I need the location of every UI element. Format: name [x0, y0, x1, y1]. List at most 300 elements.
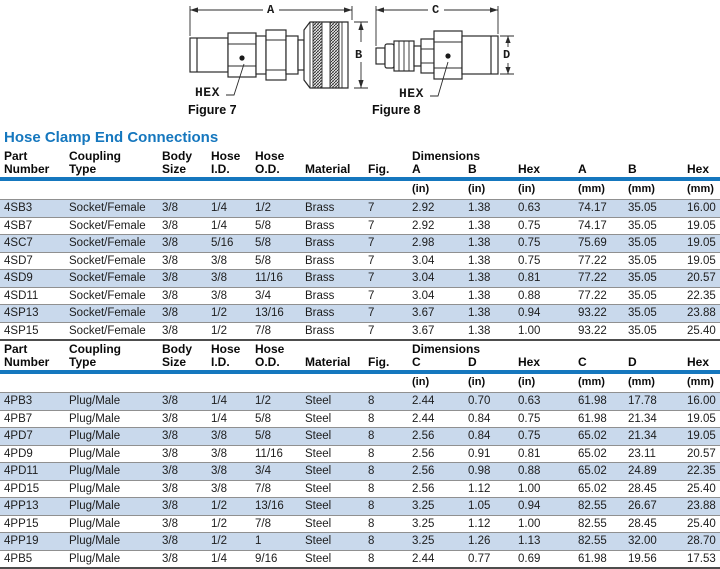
cell-dim2-mm: 17.78: [628, 393, 687, 411]
cell-dim1-in: 2.44: [412, 550, 468, 568]
socket-female-rows: [0, 200, 720, 341]
cell-fig: 7: [368, 217, 412, 235]
col-header-body-top: Body: [162, 342, 192, 356]
cell-dim1-in: 3.25: [412, 515, 468, 533]
unit-in-2: (in): [468, 183, 486, 195]
cell-body-size: 3/8: [162, 287, 211, 305]
cell-hose-od: 3/4: [255, 287, 305, 305]
table-row: [0, 270, 720, 288]
fig8-dim-c-label: C: [432, 3, 440, 17]
cell-hose-od: 11/16: [255, 445, 305, 463]
cell-hose-od: 13/16: [255, 305, 305, 323]
col-header-part-top: Part: [4, 149, 28, 163]
cell-hose-id: 3/8: [211, 270, 255, 288]
cell-hex-mm: 25.40: [687, 480, 720, 498]
col-header-dim-d-in: D: [468, 356, 518, 372]
cell-body-size: 3/8: [162, 515, 211, 533]
cell-dim1-mm: 65.02: [578, 445, 628, 463]
cell-hose-od: 1/2: [255, 393, 305, 411]
cell-body-size: 3/8: [162, 410, 211, 428]
plug-male-rows: [0, 393, 720, 569]
col-header-part-bottom: Number: [0, 163, 69, 179]
cell-hose-od: 13/16: [255, 498, 305, 516]
cell-hose-id: 3/8: [211, 463, 255, 481]
unit-mm-1: (mm): [578, 183, 605, 195]
unit-mm-3: (mm): [687, 376, 714, 388]
figure-7-drawing: [190, 3, 368, 95]
cell-hose-id: 1/4: [211, 410, 255, 428]
cell-hex-in: 0.88: [518, 463, 578, 481]
unit-in-3: (in): [518, 376, 536, 388]
cell-hose-id: 1/2: [211, 322, 255, 340]
cell-dim2-mm: 35.05: [628, 270, 687, 288]
cell-dim1-in: 3.67: [412, 305, 468, 323]
cell-dim2-mm: 35.05: [628, 200, 687, 218]
cell-dim1-in: 3.25: [412, 533, 468, 551]
cell-fig: 8: [368, 445, 412, 463]
plug-male-table: [0, 341, 720, 569]
col-header-material: Material: [305, 163, 368, 179]
cell-dim1-mm: 77.22: [578, 252, 628, 270]
cell-dim2-mm: 35.05: [628, 252, 687, 270]
col-header-hose-od-top: Hose: [255, 342, 285, 356]
cell-body-size: 3/8: [162, 428, 211, 446]
cell-hex-mm: 28.70: [687, 533, 720, 551]
cell-coupling-type: Plug/Male: [69, 463, 162, 481]
cell-dim2-in: 1.38: [468, 322, 518, 340]
table-row: [0, 393, 720, 411]
cell-material: Steel: [305, 480, 368, 498]
cell-hex-in: 0.63: [518, 200, 578, 218]
cell-hex-mm: 22.35: [687, 463, 720, 481]
cell-hex-mm: 19.05: [687, 410, 720, 428]
cell-hose-od: 1/2: [255, 200, 305, 218]
cell-hex-mm: 19.05: [687, 217, 720, 235]
col-header-dim-b-mm: B: [628, 163, 687, 179]
cell-hose-id: 1/2: [211, 515, 255, 533]
cell-fig: 8: [368, 498, 412, 516]
cell-body-size: 3/8: [162, 393, 211, 411]
col-header-coupling-top: Coupling: [69, 342, 121, 356]
unit-in-1: (in): [412, 183, 430, 195]
cell-hose-od: 3/4: [255, 463, 305, 481]
unit-in-1: (in): [412, 376, 430, 388]
cell-dim2-in: 1.38: [468, 287, 518, 305]
cell-coupling-type: Plug/Male: [69, 428, 162, 446]
cell-material: Brass: [305, 217, 368, 235]
cell-hex-in: 0.75: [518, 428, 578, 446]
cell-part-number: 4SB3: [0, 200, 69, 218]
cell-dim2-in: 1.26: [468, 533, 518, 551]
cell-dim1-in: 3.04: [412, 287, 468, 305]
cell-hose-id: 1/2: [211, 533, 255, 551]
cell-part-number: 4SB7: [0, 217, 69, 235]
cell-dim2-mm: 23.11: [628, 445, 687, 463]
cell-material: Steel: [305, 410, 368, 428]
cell-material: Brass: [305, 200, 368, 218]
cell-fig: 8: [368, 550, 412, 568]
cell-fig: 8: [368, 410, 412, 428]
cell-part-number: 4PP15: [0, 515, 69, 533]
table-row: [0, 463, 720, 481]
cell-body-size: 3/8: [162, 533, 211, 551]
page-title: Hose Clamp End Connections: [4, 129, 219, 146]
coupling-drawings: [0, 0, 720, 128]
col-header-dim-d-mm: D: [628, 356, 687, 372]
table-row: [0, 445, 720, 463]
table-row: [0, 287, 720, 305]
cell-dim1-mm: 93.22: [578, 322, 628, 340]
cell-hose-id: 1/2: [211, 498, 255, 516]
cell-material: Brass: [305, 305, 368, 323]
cell-part-number: 4SD9: [0, 270, 69, 288]
col-header-hex-in: Hex: [518, 163, 578, 179]
col-header-hose-od-top: Hose: [255, 149, 285, 163]
cell-fig: 7: [368, 200, 412, 218]
col-header-coupling-bottom: Type: [69, 163, 162, 179]
cell-dim2-mm: 24.89: [628, 463, 687, 481]
cell-hex-in: 0.81: [518, 445, 578, 463]
cell-body-size: 3/8: [162, 235, 211, 253]
cell-part-number: 4SP13: [0, 305, 69, 323]
cell-hex-mm: 25.40: [687, 322, 720, 340]
col-header-hose-id-top: Hose: [211, 342, 241, 356]
cell-dim1-mm: 77.22: [578, 287, 628, 305]
cell-part-number: 4SD11: [0, 287, 69, 305]
cell-hex-mm: 23.88: [687, 498, 720, 516]
table-row: [0, 533, 720, 551]
cell-fig: 7: [368, 252, 412, 270]
cell-body-size: 3/8: [162, 498, 211, 516]
cell-hex-mm: 17.53: [687, 550, 720, 568]
fig7-dim-a-label: A: [267, 3, 275, 17]
cell-dim2-in: 0.84: [468, 410, 518, 428]
cell-coupling-type: Plug/Male: [69, 480, 162, 498]
cell-dim2-mm: 21.34: [628, 428, 687, 446]
cell-dim1-mm: 61.98: [578, 550, 628, 568]
cell-coupling-type: Plug/Male: [69, 410, 162, 428]
cell-fig: 7: [368, 287, 412, 305]
cell-hose-id: 1/4: [211, 550, 255, 568]
cell-coupling-type: Socket/Female: [69, 200, 162, 218]
cell-dim2-mm: 19.56: [628, 550, 687, 568]
cell-dim2-in: 1.38: [468, 200, 518, 218]
col-header-body-bottom: Size: [162, 356, 211, 372]
cell-hex-mm: 19.05: [687, 428, 720, 446]
cell-coupling-type: Socket/Female: [69, 305, 162, 323]
table-row: [0, 550, 720, 568]
fig8-dim-d-label: D: [503, 48, 511, 62]
fig8-hex-label: HEX: [399, 86, 424, 101]
cell-hose-od: 7/8: [255, 322, 305, 340]
cell-coupling-type: Plug/Male: [69, 515, 162, 533]
cell-dim1-mm: 82.55: [578, 498, 628, 516]
col-header-dim-c-in: C: [412, 356, 468, 372]
cell-hose-id: 3/8: [211, 428, 255, 446]
cell-hex-in: 1.00: [518, 480, 578, 498]
table-row: [0, 217, 720, 235]
cell-hose-od: 7/8: [255, 480, 305, 498]
cell-dim1-in: 3.04: [412, 252, 468, 270]
col-header-hose-id-bottom: I.D.: [211, 163, 255, 179]
cell-dim2-mm: 26.67: [628, 498, 687, 516]
col-header-dim-b-in: B: [468, 163, 518, 179]
cell-hose-od: 5/8: [255, 252, 305, 270]
cell-hose-id: 1/4: [211, 200, 255, 218]
cell-dim2-in: 1.38: [468, 305, 518, 323]
cell-dim1-in: 3.25: [412, 498, 468, 516]
cell-dim2-in: 1.38: [468, 252, 518, 270]
cell-body-size: 3/8: [162, 445, 211, 463]
cell-material: Steel: [305, 428, 368, 446]
cell-dim2-mm: 35.05: [628, 305, 687, 323]
cell-dim1-mm: 61.98: [578, 393, 628, 411]
col-header-dimensions: Dimensions: [412, 342, 481, 356]
cell-material: Brass: [305, 322, 368, 340]
cell-hex-mm: 19.05: [687, 252, 720, 270]
cell-part-number: 4PB3: [0, 393, 69, 411]
cell-dim1-mm: 65.02: [578, 480, 628, 498]
cell-dim1-in: 3.67: [412, 322, 468, 340]
cell-hex-in: 0.94: [518, 305, 578, 323]
col-header-coupling-top: Coupling: [69, 149, 121, 163]
cell-dim2-mm: 21.34: [628, 410, 687, 428]
socket-female-table: [0, 148, 720, 341]
cell-dim1-mm: 74.17: [578, 217, 628, 235]
cell-material: Steel: [305, 393, 368, 411]
cell-hose-od: 5/8: [255, 410, 305, 428]
table-row: [0, 322, 720, 340]
table-row: [0, 252, 720, 270]
table-row: [0, 498, 720, 516]
cell-hose-id: 3/8: [211, 445, 255, 463]
cell-dim2-in: 0.77: [468, 550, 518, 568]
cell-dim1-mm: 82.55: [578, 533, 628, 551]
cell-body-size: 3/8: [162, 322, 211, 340]
table-row: [0, 410, 720, 428]
cell-dim2-mm: 32.00: [628, 533, 687, 551]
cell-hex-mm: 23.88: [687, 305, 720, 323]
cell-material: Brass: [305, 287, 368, 305]
cell-dim1-in: 2.56: [412, 428, 468, 446]
cell-hex-in: 1.00: [518, 322, 578, 340]
cell-dim1-mm: 75.69: [578, 235, 628, 253]
cell-fig: 8: [368, 463, 412, 481]
col-header-hose-od-bottom: O.D.: [255, 163, 305, 179]
cell-dim2-in: 0.91: [468, 445, 518, 463]
col-header-hose-id-top: Hose: [211, 149, 241, 163]
unit-in-2: (in): [468, 376, 486, 388]
cell-part-number: 4PD7: [0, 428, 69, 446]
cell-body-size: 3/8: [162, 217, 211, 235]
cell-material: Steel: [305, 463, 368, 481]
cell-dim1-in: 2.56: [412, 445, 468, 463]
unit-mm-1: (mm): [578, 376, 605, 388]
cell-part-number: 4PD11: [0, 463, 69, 481]
cell-fig: 7: [368, 270, 412, 288]
cell-dim1-mm: 93.22: [578, 305, 628, 323]
cell-hex-in: 0.81: [518, 270, 578, 288]
cell-hose-id: 5/16: [211, 235, 255, 253]
cell-material: Steel: [305, 533, 368, 551]
cell-dim2-mm: 35.05: [628, 322, 687, 340]
col-header-part-top: Part: [4, 342, 28, 356]
figure-8-caption: Figure 8: [372, 103, 421, 117]
col-header-coupling-bottom: Type: [69, 356, 162, 372]
cell-coupling-type: Socket/Female: [69, 235, 162, 253]
cell-coupling-type: Plug/Male: [69, 445, 162, 463]
cell-hose-od: 5/8: [255, 235, 305, 253]
cell-coupling-type: Plug/Male: [69, 393, 162, 411]
cell-hex-in: 0.63: [518, 393, 578, 411]
cell-part-number: 4SP15: [0, 322, 69, 340]
cell-hose-od: 9/16: [255, 550, 305, 568]
cell-coupling-type: Socket/Female: [69, 217, 162, 235]
cell-hex-mm: 16.00: [687, 200, 720, 218]
cell-material: Brass: [305, 235, 368, 253]
fig7-dim-b-label: B: [355, 48, 363, 62]
cell-fig: 8: [368, 515, 412, 533]
figure-8-drawing: [376, 3, 514, 96]
table-row: [0, 200, 720, 218]
col-header-hose-od-bottom: O.D.: [255, 356, 305, 372]
cell-hose-od: 5/8: [255, 217, 305, 235]
cell-material: Steel: [305, 498, 368, 516]
cell-dim1-in: 2.56: [412, 480, 468, 498]
col-header-dim-a-mm: A: [578, 163, 628, 179]
cell-hex-mm: 16.00: [687, 393, 720, 411]
cell-material: Steel: [305, 550, 368, 568]
cell-dim2-in: 1.05: [468, 498, 518, 516]
cell-coupling-type: Plug/Male: [69, 550, 162, 568]
cell-fig: 8: [368, 393, 412, 411]
cell-hose-id: 3/8: [211, 287, 255, 305]
cell-fig: 7: [368, 322, 412, 340]
col-header-dim-a-in: A: [412, 163, 468, 179]
cell-dim1-in: 2.92: [412, 200, 468, 218]
cell-part-number: 4SC7: [0, 235, 69, 253]
unit-mm-2: (mm): [628, 183, 655, 195]
cell-hex-in: 1.00: [518, 515, 578, 533]
cell-hex-in: 0.94: [518, 498, 578, 516]
table-row: [0, 235, 720, 253]
cell-hose-od: 1: [255, 533, 305, 551]
cell-hose-id: 1/4: [211, 393, 255, 411]
cell-hex-in: 0.75: [518, 410, 578, 428]
cell-fig: 8: [368, 480, 412, 498]
col-header-hex-mm: Hex: [687, 356, 720, 372]
cell-body-size: 3/8: [162, 550, 211, 568]
cell-part-number: 4PP13: [0, 498, 69, 516]
cell-dim2-in: 0.98: [468, 463, 518, 481]
col-header-material: Material: [305, 356, 368, 372]
cell-fig: 8: [368, 428, 412, 446]
cell-dim2-in: 1.12: [468, 515, 518, 533]
cell-dim2-in: 0.70: [468, 393, 518, 411]
cell-hose-id: 1/4: [211, 217, 255, 235]
cell-hose-id: 3/8: [211, 480, 255, 498]
cell-hex-mm: 20.57: [687, 445, 720, 463]
cell-hex-in: 0.75: [518, 217, 578, 235]
cell-dim1-in: 2.92: [412, 217, 468, 235]
cell-dim2-in: 1.12: [468, 480, 518, 498]
cell-hex-in: 0.69: [518, 550, 578, 568]
cell-fig: 7: [368, 305, 412, 323]
cell-body-size: 3/8: [162, 200, 211, 218]
cell-hex-in: 0.88: [518, 287, 578, 305]
fig7-hex-label: HEX: [195, 85, 220, 100]
figures-panel: [0, 0, 720, 128]
cell-dim2-mm: 35.05: [628, 235, 687, 253]
col-header-fig: Fig.: [368, 163, 412, 179]
cell-dim1-mm: 82.55: [578, 515, 628, 533]
cell-hex-in: 1.13: [518, 533, 578, 551]
cell-hex-in: 0.75: [518, 252, 578, 270]
cell-part-number: 4PB7: [0, 410, 69, 428]
cell-hose-od: 11/16: [255, 270, 305, 288]
cell-dim2-mm: 35.05: [628, 287, 687, 305]
figure-7-caption: Figure 7: [188, 103, 237, 117]
cell-body-size: 3/8: [162, 305, 211, 323]
col-header-part-bottom: Number: [0, 356, 69, 372]
cell-dim1-in: 3.04: [412, 270, 468, 288]
cell-hose-od: 7/8: [255, 515, 305, 533]
table-row: [0, 515, 720, 533]
col-header-fig: Fig.: [368, 356, 412, 372]
cell-material: Steel: [305, 515, 368, 533]
cell-dim2-mm: 28.45: [628, 515, 687, 533]
cell-part-number: 4SD7: [0, 252, 69, 270]
cell-dim1-mm: 77.22: [578, 270, 628, 288]
cell-hex-mm: 25.40: [687, 515, 720, 533]
table-row: [0, 305, 720, 323]
cell-dim2-in: 1.38: [468, 235, 518, 253]
cell-dim2-in: 1.38: [468, 270, 518, 288]
cell-dim2-in: 1.38: [468, 217, 518, 235]
col-header-body-bottom: Size: [162, 163, 211, 179]
cell-coupling-type: Socket/Female: [69, 252, 162, 270]
col-header-dimensions: Dimensions: [412, 149, 481, 163]
cell-dim2-mm: 28.45: [628, 480, 687, 498]
col-header-hose-id-bottom: I.D.: [211, 356, 255, 372]
cell-body-size: 3/8: [162, 252, 211, 270]
cell-body-size: 3/8: [162, 480, 211, 498]
cell-dim1-mm: 61.98: [578, 410, 628, 428]
cell-material: Brass: [305, 270, 368, 288]
cell-hose-id: 3/8: [211, 252, 255, 270]
cell-hex-in: 0.75: [518, 235, 578, 253]
cell-dim1-in: 2.44: [412, 393, 468, 411]
cell-dim1-mm: 65.02: [578, 428, 628, 446]
col-header-hex-mm: Hex: [687, 163, 720, 179]
cell-part-number: 4PD9: [0, 445, 69, 463]
cell-hex-mm: 19.05: [687, 235, 720, 253]
cell-dim1-mm: 65.02: [578, 463, 628, 481]
cell-fig: 7: [368, 235, 412, 253]
col-header-dim-c-mm: C: [578, 356, 628, 372]
cell-part-number: 4PP19: [0, 533, 69, 551]
table-row: [0, 428, 720, 446]
table-row: [0, 480, 720, 498]
cell-dim2-in: 0.84: [468, 428, 518, 446]
cell-dim1-in: 2.44: [412, 410, 468, 428]
cell-coupling-type: Socket/Female: [69, 270, 162, 288]
cell-hex-mm: 22.35: [687, 287, 720, 305]
cell-material: Brass: [305, 252, 368, 270]
unit-mm-3: (mm): [687, 183, 714, 195]
cell-coupling-type: Plug/Male: [69, 533, 162, 551]
cell-body-size: 3/8: [162, 270, 211, 288]
